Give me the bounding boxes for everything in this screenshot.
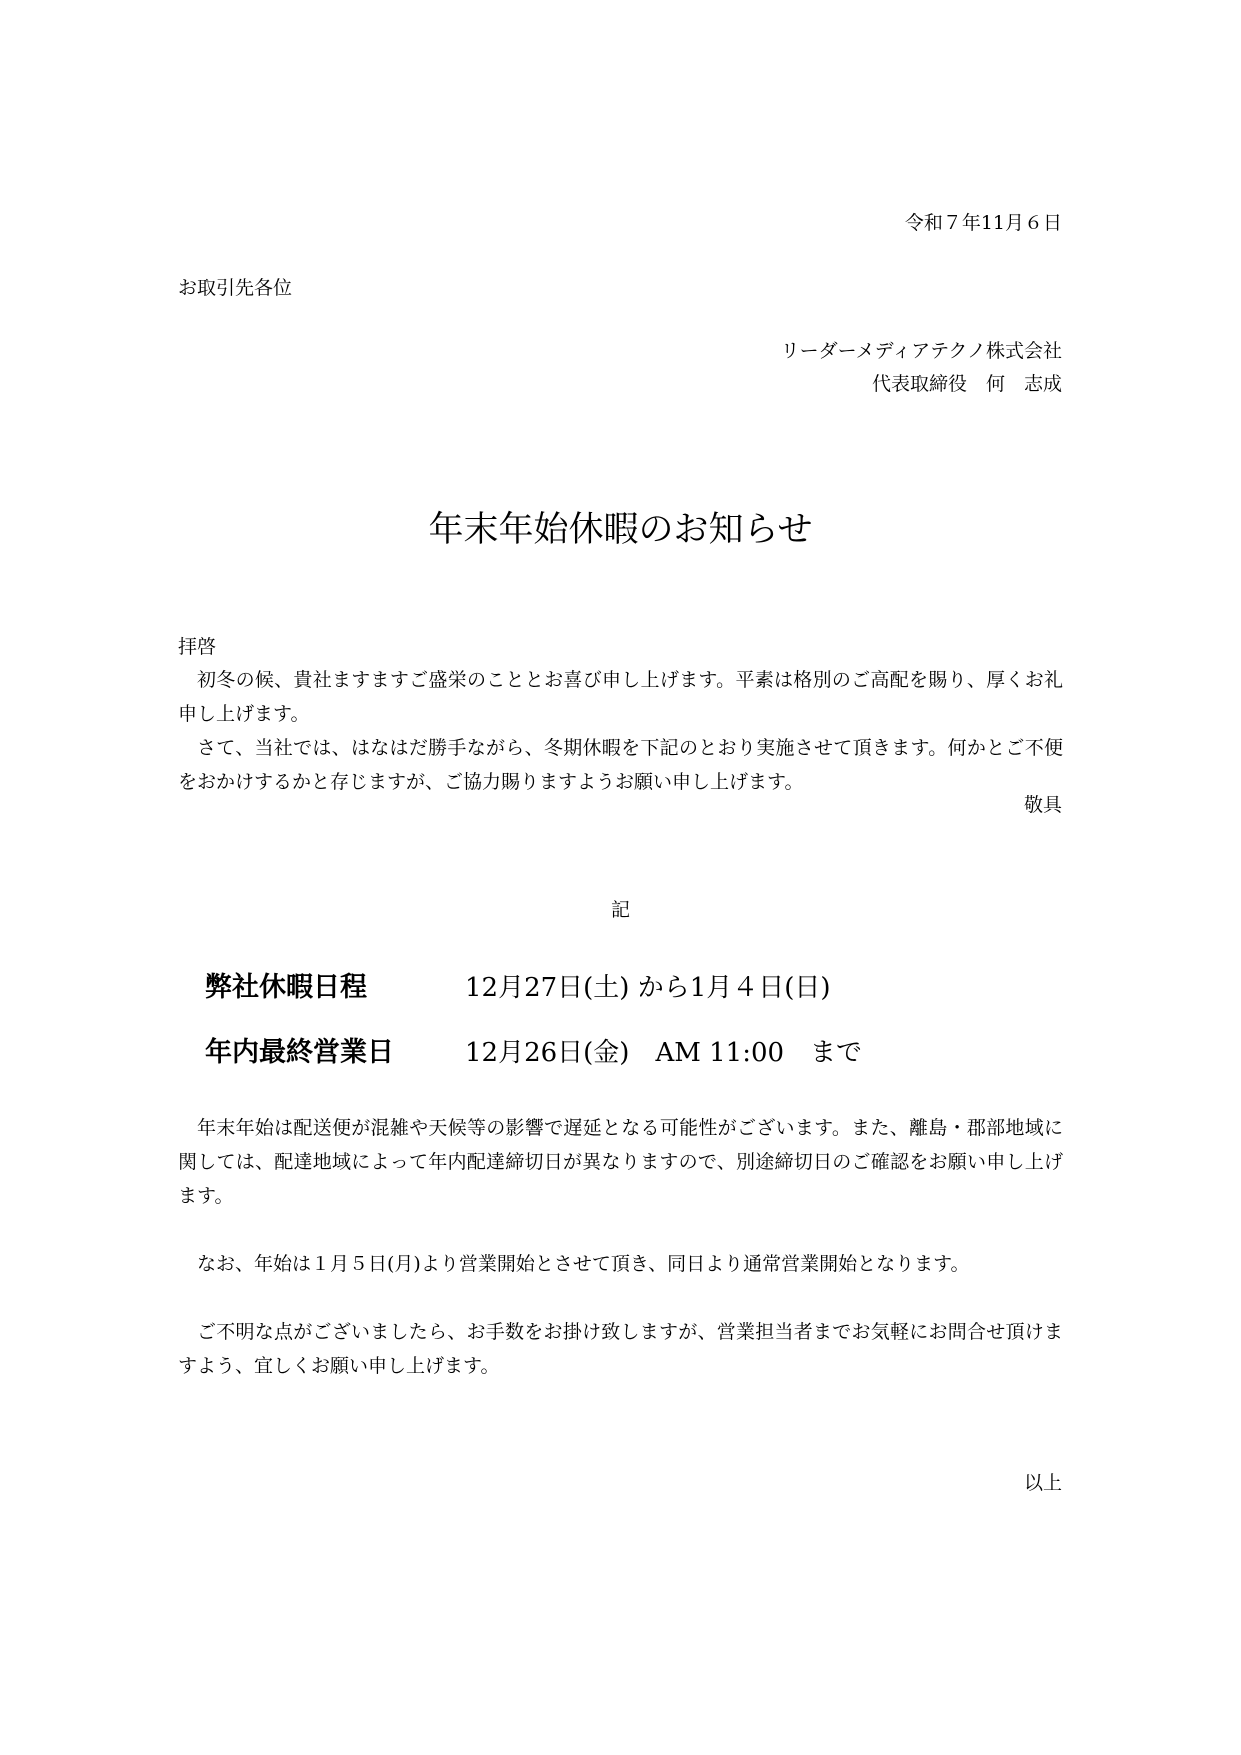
sender-block [781,335,1062,401]
ki-heading: 記 [610,899,630,921]
closing-salutation: 敬具 [1023,794,1062,816]
note-paragraph: なお、年始は１月５日(月)より営業開始とさせて頂き、同日より通常営業開始となります。 [197,1253,970,1275]
body-paragraph: さて、当社では、はなはだ勝手ながら、冬期休暇を下記のとおり実施させて頂きます。何かとご不便をおかけするかと存じますが、ご協力賜りますようお願い申し上げます。 [178,737,1063,793]
document-title: 年末年始休暇のお知らせ [428,510,813,550]
recipient: お取引先各位 [178,277,293,299]
schedule-label: 弊社休暇日程 [205,972,367,1003]
schedule-row-last-business-day [205,1031,862,1075]
body-paragraph: 初冬の候、貴社ますますご盛栄のこととお喜び申し上げます。平素は格別のご高配を賜り、厚くお礼申し上げます。 [178,669,1063,725]
note-paragraph: ご不明な点がございましたら、お手数をお掛け致しますが、営業担当者までお気軽にお問合せ頂けますよう、宜しくお願い申し上げます。 [178,1321,1063,1377]
notes-section [178,1111,1063,1417]
document-date: 令和７年11月６日 [904,212,1062,234]
schedule-label: 年内最終営業日 [205,1037,394,1068]
note-paragraph: 年末年始は配送便が混雑や天候等の影響で遅延となる可能性がございます。また、離島・郡部地域に関しては、配達地域によって年内配達締切日が異なりますので、別途締切日のご確認をお願い申し上げます。 [178,1117,1063,1207]
opening-salutation: 拝啓 [178,636,217,658]
ending-mark: 以上 [1023,1472,1062,1494]
letter-body [178,663,1063,799]
sender-company: リーダーメディアテクノ株式会社 [780,340,1062,362]
sender-representative: 代表取締役 何 志成 [871,373,1062,395]
schedule-row-holiday [205,966,831,1010]
schedule-value: 12月26日(金) AM 11:00 まで [465,1038,863,1068]
schedule-value: 12月27日(土) から1月４日(日) [465,973,831,1003]
